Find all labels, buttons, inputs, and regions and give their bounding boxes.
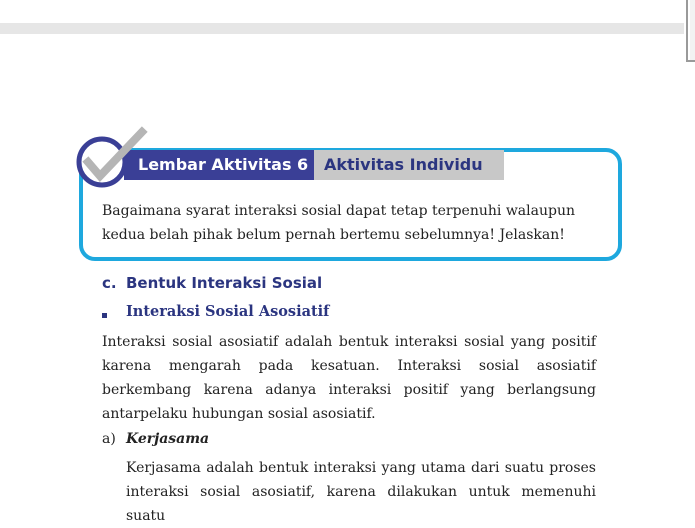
top-scroll-bar bbox=[0, 23, 684, 34]
section-heading bbox=[102, 274, 322, 292]
activity-question: Bagaimana syarat interaksi sosial dapat tetap terpenuhi walaupun kedua belah pihak belum pernah bertemu sebelumnya! Jelaskan! bbox=[102, 203, 575, 243]
activity-title: Lembar Aktivitas 6 bbox=[124, 150, 314, 180]
subsection-title: Interaksi Sosial Asosiatif bbox=[126, 303, 330, 320]
item-number: a) bbox=[102, 431, 116, 447]
item-title: Kerjasama bbox=[126, 431, 210, 447]
page-corner-mark bbox=[686, 0, 688, 62]
square-bullet-icon bbox=[102, 313, 107, 318]
page-edge-strip bbox=[690, 0, 695, 62]
check-badge-icon bbox=[74, 126, 154, 192]
section-title: Bentuk Interaksi Sosial bbox=[126, 274, 323, 292]
activity-subtitle: Aktivitas Individu bbox=[314, 150, 504, 180]
page-corner-mark-horizontal bbox=[686, 60, 695, 62]
item-paragraph: Kerjasama adalah bentuk interaksi yang utama dari suatu proses interaksi sosial asosiatif, karena dilakukan untuk memenuhi suatu bbox=[126, 460, 596, 524]
section-paragraph: Interaksi sosial asosiatif adalah bentuk interaksi sosial yang positif karena mengarah pada kesatuan. Interaksi sosial asosiatif berkembang karena adanya interaksi positif yang berlangsung antarpelaku hubungan sosial asosiatif. bbox=[102, 334, 596, 422]
section-letter: c. bbox=[102, 274, 117, 292]
item-heading bbox=[102, 431, 209, 447]
